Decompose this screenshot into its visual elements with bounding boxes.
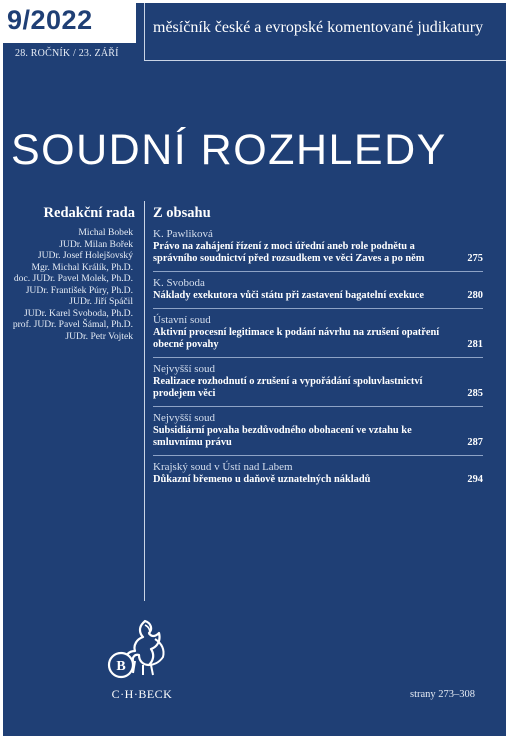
board-member: prof. JUDr. Pavel Šámal, Ph.D. [12, 319, 133, 330]
issue-meta: 28. ROČNÍK / 23. ZÁŘÍ [15, 48, 119, 59]
contents-heading: Z obsahu [153, 205, 211, 221]
issue-box [3, 3, 136, 43]
column-divider [144, 201, 145, 601]
publisher-logo [99, 617, 179, 689]
board-member: JUDr. Jiří Spáčil [69, 296, 133, 307]
toc-separator [153, 271, 483, 272]
table-of-contents [153, 228, 483, 486]
toc-author: Nejvyšší soud [153, 363, 216, 375]
toc-author: K. Svoboda [153, 277, 205, 289]
journal-cover [3, 3, 506, 736]
toc-item [153, 461, 483, 486]
top-vertical-divider [144, 3, 145, 61]
toc-page: 281 [467, 339, 483, 350]
toc-author: K. Pawliková [153, 228, 213, 240]
toc-item [153, 314, 483, 351]
toc-separator [153, 455, 483, 456]
board-member: JUDr. Karel Svoboda, Ph.D. [24, 307, 133, 319]
toc-author: Ústavní soud [153, 314, 211, 326]
editorial-board-heading: Redakční rada [43, 205, 135, 221]
toc-page: 287 [467, 437, 483, 448]
board-member: JUDr. Josef Holejšovský [37, 250, 133, 261]
toc-page: 285 [467, 388, 483, 399]
toc-title: Realizace rozhodnutí o zrušení a vypořádání spoluvlastnictví prodejem věci [153, 376, 423, 399]
publisher-name: C·H·BECK [111, 687, 173, 701]
toc-separator [153, 357, 483, 358]
toc-author: Nejvyšší soud [153, 412, 216, 424]
logo-letter: B [116, 659, 126, 674]
toc-page: 280 [467, 290, 483, 301]
top-horizontal-divider [144, 60, 506, 61]
toc-item [153, 363, 483, 400]
issue-number: 9/2022 [7, 5, 93, 35]
board-member: Mgr. Michal Králík, Ph.D. [31, 261, 133, 273]
toc-author: Krajský soud v Ústí nad Labem [153, 461, 293, 473]
toc-item [153, 277, 483, 302]
toc-item [153, 412, 483, 449]
toc-title: Aktivní procesní legitimace k podání návrhu na zrušení opatření obecné povahy [153, 327, 440, 350]
toc-separator [153, 308, 483, 309]
board-member: doc. JUDr. Pavel Molek, Ph.D. [13, 273, 133, 284]
toc-page: 294 [467, 474, 483, 485]
toc-separator [153, 406, 483, 407]
journal-subtitle: měsíčník české a evropské komentované judikatury [153, 19, 484, 36]
board-member: JUDr. Petr Vojtek [65, 330, 133, 342]
board-member: JUDr. František Púry, Ph.D. [25, 284, 133, 296]
board-member: JUDr. Milan Bořek [59, 238, 133, 250]
toc-page: 275 [467, 253, 483, 264]
pages-range: strany 273–308 [410, 689, 476, 700]
toc-title: Právo na zahájení řízení z moci úřední aneb role podnětu a správního soudnictví před rozsudkem ve věci Zaves a po něm [153, 241, 425, 264]
toc-title: Důkazní břemeno u daňově uznatelných nákladů [153, 474, 371, 485]
toc-title: Náklady exekutora vůči státu při zastavení bagatelní exekuce [153, 290, 425, 301]
journal-title: SOUDNÍ ROZHLEDY [11, 126, 447, 174]
toc-item [153, 228, 483, 265]
editorial-board-list [3, 227, 133, 342]
toc-title: Subsidiární povaha bezdůvodného obohacení ve vztahu ke smluvnímu právu [153, 425, 412, 448]
board-member: Michal Bobek [78, 227, 133, 238]
